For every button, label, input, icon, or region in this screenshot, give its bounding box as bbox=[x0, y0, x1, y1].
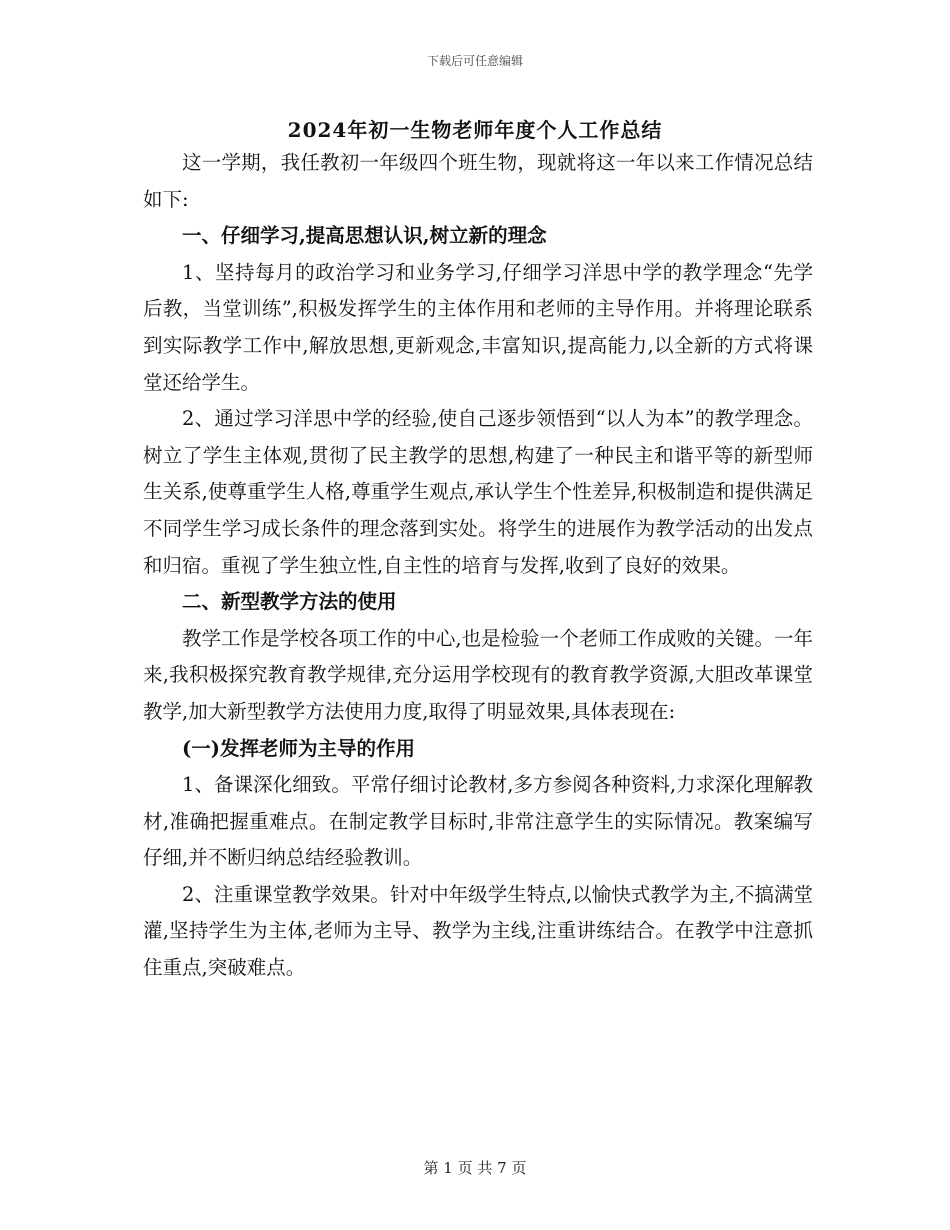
paragraph: 2、通过学习洋思中学的经验,使自己逐步领悟到“以人为本”的教学理念。树立了学生主体观,贯彻了民主教学的思想,构建了一种民主和谐平等的新型师生关系,使尊重学生人格,尊重学生观点,承认学生个性差异,积极制造和提供满足不同学生学习成长条件的理念落到实处。将学生的进展作为教学活动的出发点和归宿。重视了学生独立性,自主性的培育与发挥,收到了良好的效果。 bbox=[143, 407, 813, 577]
subsection-heading: (一)发挥老师为主导的作用 bbox=[182, 736, 415, 760]
paragraph: 1、坚持每月的政治学习和业务学习,仔细学习洋思中学的教学理念“先学后教，当堂训练”,积极发挥学生的主体作用和老师的主导作用。并将理论联系到实际教学工作中,解放思想,更新观念,丰富知识,提高能力,以全新的方式将课堂还给学生。 bbox=[143, 260, 813, 394]
section-heading-2: 二、新型教学方法的使用 bbox=[182, 590, 397, 614]
paragraph: 教学工作是学校各项工作的中心,也是检验一个老师工作成败的关键。一年来,我积极探究教育教学规律,充分运用学校现有的教育教学资源,大胆改革课堂教学,加大新型教学方法使用力度,取得了明显效果,具体表现在: bbox=[143, 626, 813, 723]
intro-paragraph: 这一学期，我任教初一年级四个班生物，现就将这一年以来工作情况总结如下: bbox=[143, 151, 813, 211]
document-body bbox=[143, 145, 813, 987]
page-number: 第 1 页 共 7 页 bbox=[423, 1159, 527, 1177]
document-title: 2024年初一生物老师年度个人工作总结 bbox=[287, 118, 663, 142]
section-heading-1: 一、仔细学习,提高思想认识,树立新的理念 bbox=[182, 224, 547, 248]
paragraph: 2、注重课堂教学效果。针对中年级学生特点,以愉快式教学为主,不搞满堂灌,坚持学生为主体,老师为主导、教学为主线,注重讲练结合。在教学中注意抓住重点,突破难点。 bbox=[143, 882, 813, 980]
header-note: 下载后可任意编辑 bbox=[426, 54, 523, 68]
paragraph: 1、备课深化细致。平常仔细讨论教材,多方参阅各种资料,力求深化理解教材,准确把握重难点。在制定教学目标时,非常注意学生的实际情况。教案编写仔细,并不断归纳总结经验教训。 bbox=[143, 773, 813, 870]
